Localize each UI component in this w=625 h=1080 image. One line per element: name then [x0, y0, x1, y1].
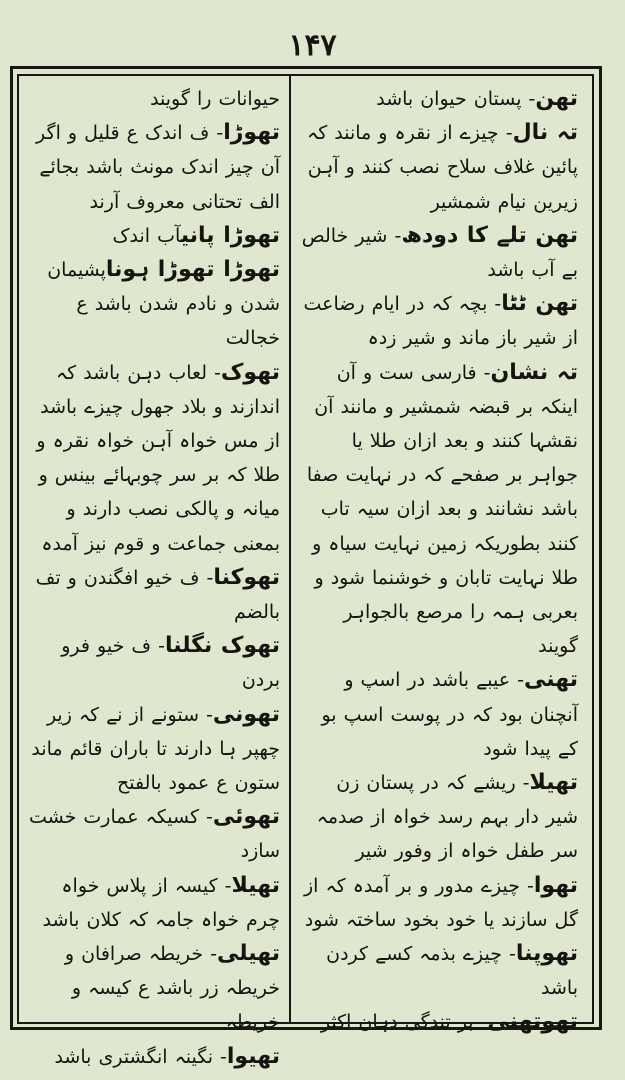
dictionary-entry	[297, 766, 580, 869]
entry-definition: - ریشے کہ در پستان زن شیر دار بہم رسد خواہ از صدمہ سر طفل خواہ از وفور شیر	[316, 772, 578, 863]
dictionary-entry	[26, 561, 282, 629]
entry-headword: تھوپنا	[515, 941, 578, 967]
entry-headword: تھوئی	[212, 804, 280, 830]
entry-headword: تھوڑا پانی	[180, 222, 280, 248]
entry-headword: تہ نشان	[490, 359, 578, 385]
entry-definition: - ف خیو افگندن و تف بالضم	[35, 566, 280, 624]
entry-definition: آب اندک	[112, 224, 181, 247]
entry-headword: تھوکنا	[213, 564, 280, 590]
entry-headword: تھیلا	[529, 770, 578, 796]
entry-definition: - ف خیو فرو بردن	[61, 635, 280, 692]
dictionary-entry	[26, 800, 282, 868]
dictionary-entry	[297, 219, 580, 287]
entry-definition: - چیزے از نقرہ و مانند کہ پائین غلاف سلاح نصب کنند و آہن زیرین نیام شمشیر	[307, 122, 578, 213]
entry-definition: پشیمان شدن و نادم شدن باشد ع خجالت	[47, 259, 280, 350]
dictionary-entry	[26, 116, 282, 219]
entry-definition: - کیسہ از پلاس خواہ چرم خواہ جامہ کہ کلان باشد	[42, 874, 280, 931]
entry-headword: تھوڑا تھوڑا ہونا	[105, 257, 280, 283]
dictionary-entry	[297, 116, 580, 219]
entry-definition: - چیزے مدور و بر آمدہ کہ از گل سازند یا خود بخود ساختہ شود	[304, 874, 578, 931]
dictionary-entry	[26, 356, 282, 561]
dictionary-entry	[26, 698, 282, 801]
entry-headword: تھنی	[523, 667, 578, 693]
entry-headword: تھن ٹٹا	[501, 291, 578, 317]
dictionary-entry	[297, 937, 580, 1005]
left-column	[26, 82, 282, 1069]
dictionary-entry	[297, 82, 580, 116]
entry-headword: تھوک	[220, 359, 280, 385]
entry-definition: - لعاب دہن باشد کہ اندازند و بلاد جھول چیزے باشد از مس خواہ آہن خواہ نقرہ و طلا کہ بر سر چوبہائے بینس و میانہ و پالکی نصب دارند و بمعنی جماعت و قوم نیز آمدہ	[36, 361, 280, 555]
entry-headword: تھوتھنی	[487, 1009, 578, 1035]
entry-definition: - کسیکہ عمارت خشت سازد	[29, 806, 280, 863]
entry-headword: تھیلا	[231, 872, 280, 898]
dictionary-entry	[26, 937, 282, 1040]
dictionary-entry	[26, 219, 282, 253]
dictionary-entry	[297, 356, 580, 664]
entry-headword: تھوک نگلنا	[164, 633, 280, 659]
dictionary-entry	[297, 1005, 580, 1039]
entry-definition: - ستونے از نے کہ زیر چھپر ہا دارند تا باران قائم ماند ستون ع عمود بالفتح	[31, 703, 280, 795]
entry-headword: تھونی	[212, 701, 280, 727]
column-divider	[289, 74, 291, 1024]
entry-definition: - چیزے بذمہ کسے کردن باشد	[326, 943, 578, 1000]
dictionary-entry	[26, 629, 282, 697]
entry-headword: تھیلی	[216, 941, 280, 967]
entry-headword: تھن	[535, 86, 578, 111]
entry-definition: - نگینہ انگشتری باشد	[54, 1045, 227, 1068]
entry-definition: - عیبے باشد در اسپ و آنچنان بود کہ در پوست اسپ بو کے پیدا شود	[321, 669, 578, 760]
dictionary-entry	[297, 287, 580, 355]
dictionary-entry	[26, 82, 282, 116]
dictionary-entry	[297, 663, 580, 766]
entry-headword: تھوا	[533, 872, 578, 898]
dictionary-entry	[26, 869, 282, 937]
entry-definition: حیوانات را گویند	[150, 88, 280, 110]
dictionary-entry	[26, 1040, 282, 1074]
entry-headword: تہ نال	[512, 120, 578, 146]
dictionary-entry	[26, 253, 282, 356]
entry-headword: تھوڑا	[223, 120, 280, 146]
entry-headword: تھیوا	[226, 1043, 280, 1069]
entry-definition: - ف اندک ع قلیل و اگر آن چیز اندک مونث باشد بجائے الف تحتانی معروف آرند	[36, 122, 280, 213]
entry-definition: - شیر خالص بے آب باشد	[301, 224, 578, 282]
entry-definition: - فارسی ست و آن اینکہ بر قبضہ شمشیر و مانند آن نقشہا کنند و بعد ازان طلا یا جواہر بر صفحے کہ در نہایت صفا باشد نشانند و بعد ازان سیہ تاب کنند بطوریکہ زمین نہایت سیاہ و طلا نہایت تابان و خوشنما شود و بعربی ہمہ را مرصع بالجواہر گویند	[306, 361, 578, 658]
entry-headword: تھن تلے کا دودھ	[401, 222, 578, 248]
page-number: ۱۴۷	[288, 28, 337, 63]
dictionary-entry	[297, 869, 580, 937]
entry-definition: - بچہ کہ در ایام رضاعت از شیر باز ماند و شیر زدہ	[303, 293, 578, 350]
right-column	[297, 82, 580, 1035]
entry-definition: - خریطہ صرافان و خریطہ زر باشد ع کیسہ و خریطہ	[64, 943, 280, 1034]
entry-definition: - بر تندگی دہان اکثر	[320, 1011, 488, 1034]
entry-definition: - پستان حیوان باشد	[376, 88, 536, 110]
